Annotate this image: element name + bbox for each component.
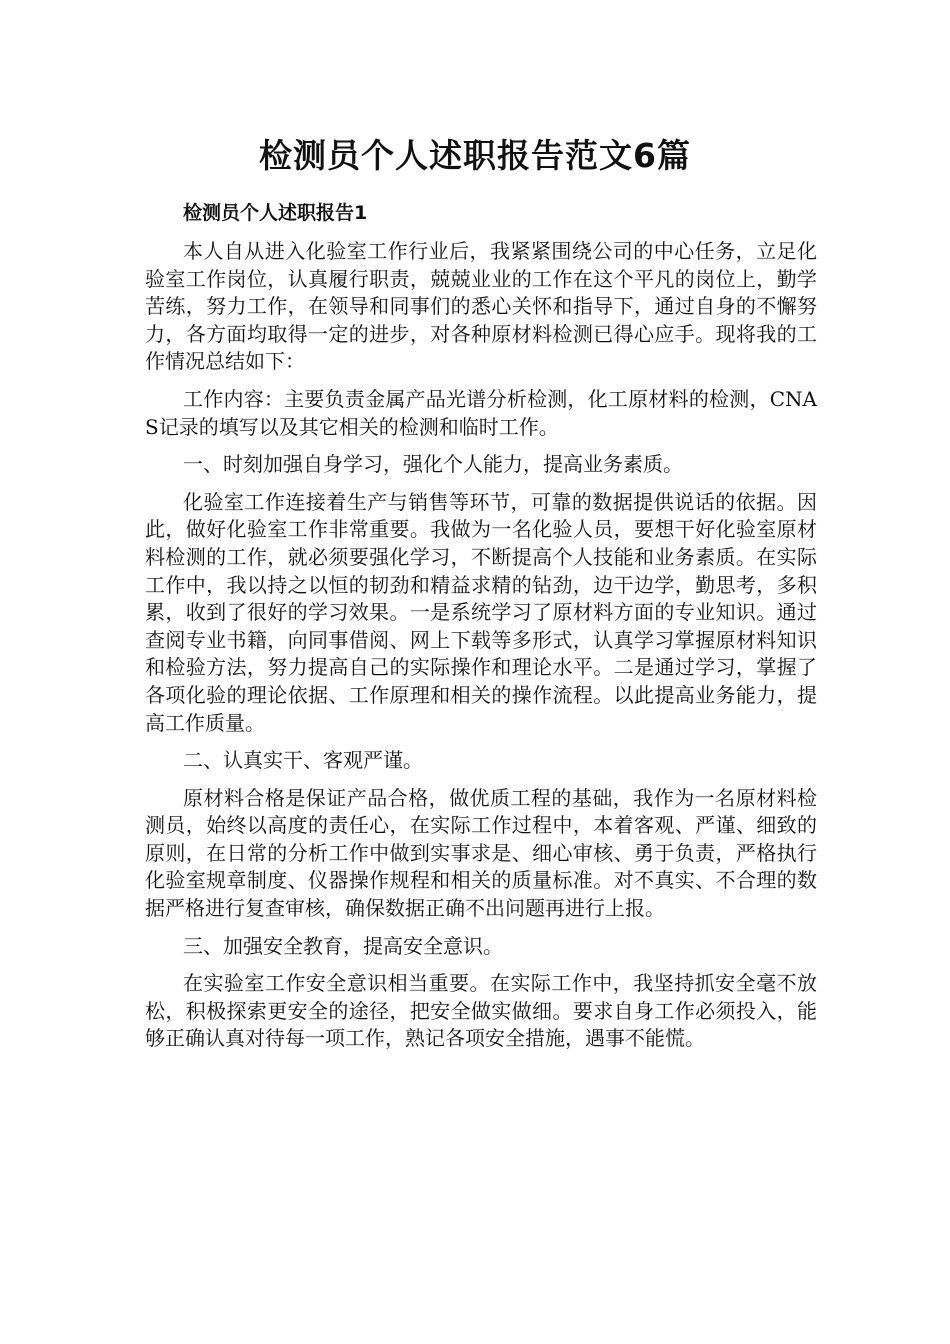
section-heading: 检测员个人述职报告1 xyxy=(183,202,368,224)
paragraph-point-3-body: 在实验室工作安全意识相当重要。在实际工作中，我坚持抓安全毫不放松，积极探索更安全的途径，把安全做实做细。要求自身工作必须投入，能够正确认真对待每一项工作，熟记各项安全措施，遇事不能慌。 xyxy=(145,971,817,1051)
paragraph-point-1-body: 化验室工作连接着生产与销售等环节，可靠的数据提供说话的依据。因此，做好化验室工作非常重要。我做为一名化验人员，要想干好化验室原材料检测的工作，就必须要强化学习，不断提高个人技能和业务素质。在实际工作中，我以持之以恒的韧劲和精益求精的钻劲，边干边学，勤思考，多积累，收到了很好的学习效果。一是系统学习了原材料方面的专业知识。通过查阅专业书籍，向同事借阅、网上下载等多形式，认真学习掌握原材料知识和检验方法，努力提高自己的实际操作和理论水平。二是通过学习，掌握了各项化验的理论依据、工作原理和相关的操作流程。以此提高业务能力，提高工作质量。 xyxy=(145,489,817,735)
paragraph-point-1-heading: 一、时刻加强自身学习，强化个人能力，提高业务素质。 xyxy=(183,452,683,477)
paragraph-work-content: 工作内容：主要负责金属产品光谱分析检测，化工原材料的检测，CNAS记录的填写以及其它相关的检测和临时工作。 xyxy=(145,386,817,439)
document-body xyxy=(145,198,817,1063)
paragraph-intro: 本人自从进入化验室工作行业后，我紧紧围绕公司的中心任务，立足化验室工作岗位，认真履行职责，兢兢业业的工作在这个平凡的岗位上，勤学苦练，努力工作，在领导和同事们的悉心关怀和指导下，通过自身的不懈努力，各方面均取得一定的进步，对各种原材料检测已得心应手。现将我的工作情况总结如下： xyxy=(145,239,817,374)
paragraph-point-2-body: 原材料合格是保证产品合格，做优质工程的基础，我作为一名原材料检测员，始终以高度的责任心，在实际工作过程中，本着客观、严谨、细致的原则，在日常的分析工作中做到实事求是、细心审核、勇于负责，严格执行化验室规章制度、仪器操作规程和相关的质量标准。对不真实、不合理的数据严格进行复查审核，确保数据正确不出问题再进行上报。 xyxy=(145,785,817,921)
paragraph-point-2-heading: 二、认真实干、客观严谨。 xyxy=(183,748,423,773)
document-title: 检测员个人述职报告范文6篇 xyxy=(259,136,691,175)
paragraph-point-3-heading: 三、加强安全教育，提高安全意识。 xyxy=(183,933,503,958)
